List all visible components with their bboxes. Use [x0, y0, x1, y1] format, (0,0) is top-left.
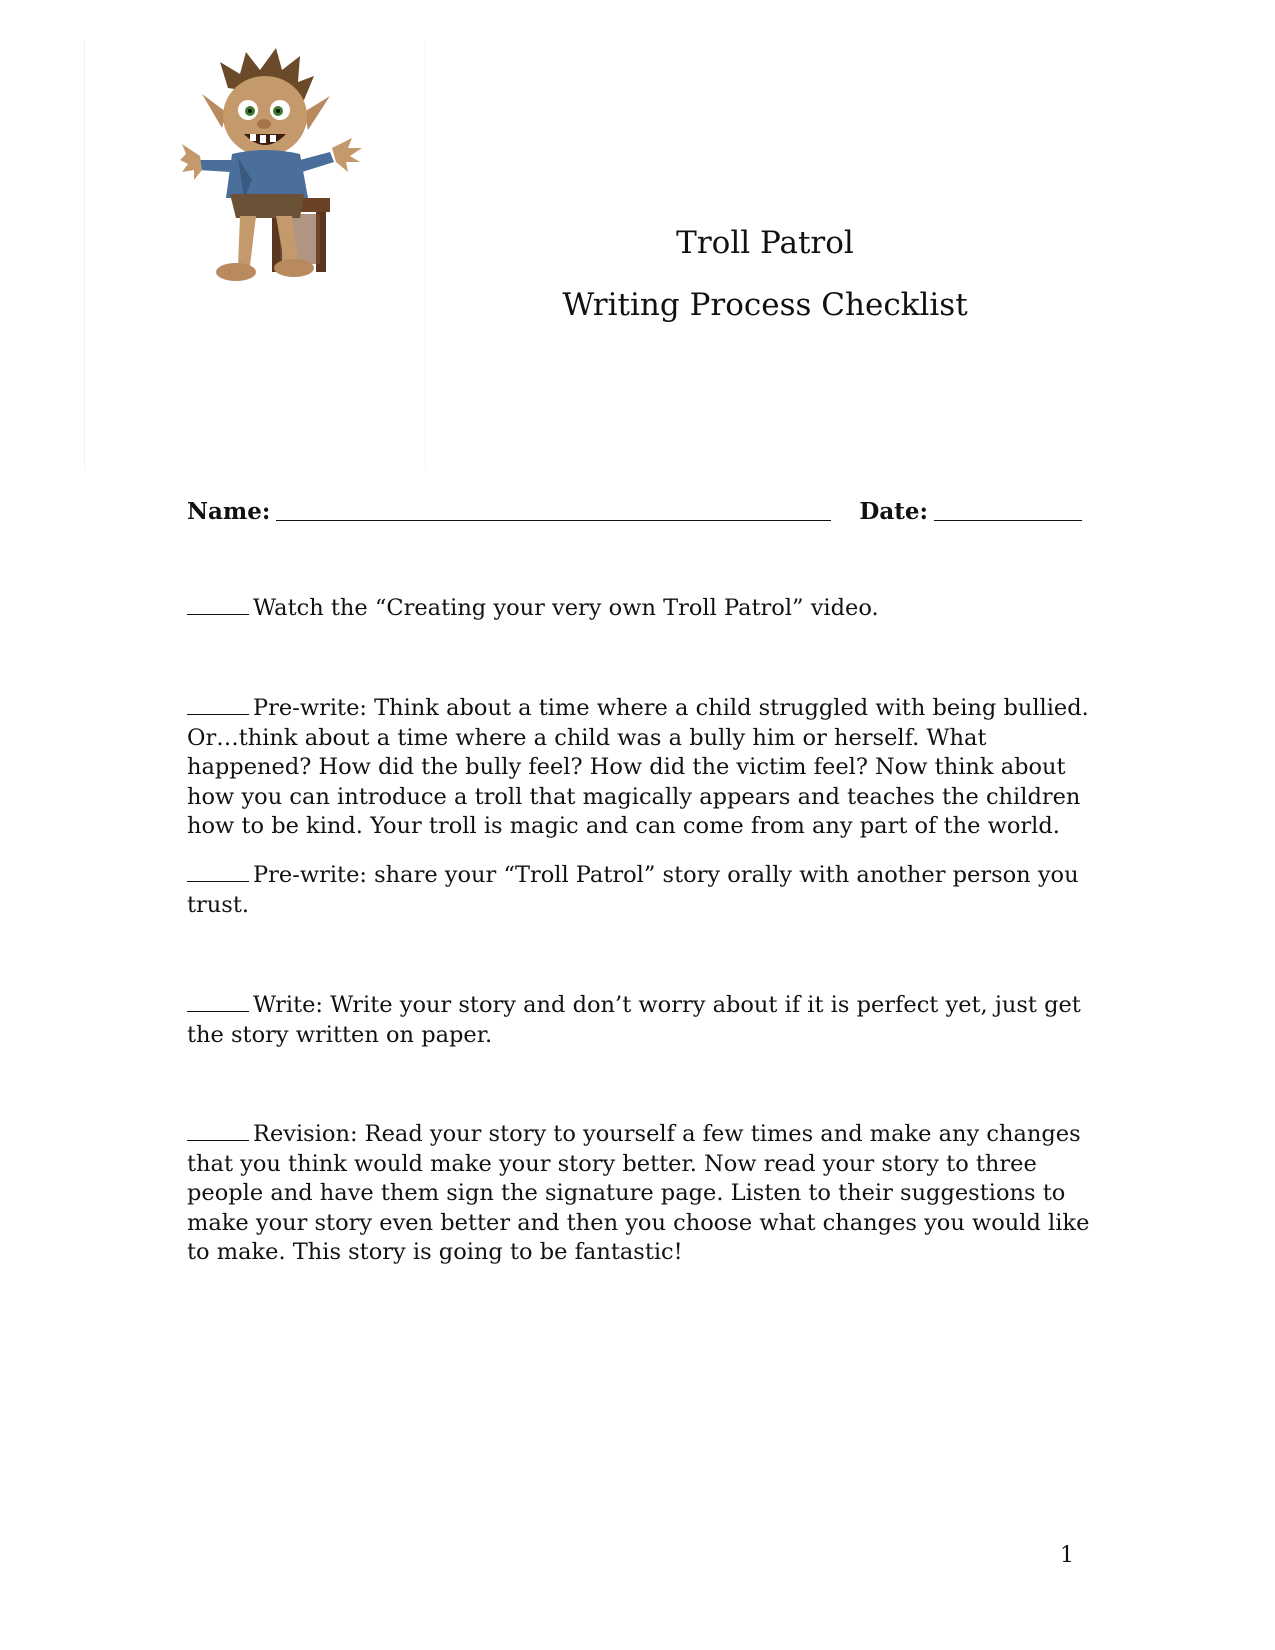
checkbox-line[interactable] [187, 1120, 249, 1141]
page-title: Troll Patrol [676, 225, 854, 261]
checkbox-line[interactable] [187, 694, 249, 715]
checklist-item [187, 1120, 1097, 1268]
checklist-item [187, 991, 1097, 1050]
name-label: Name: [187, 498, 271, 525]
name-date-fields [187, 496, 1067, 536]
checkbox-line[interactable] [187, 861, 249, 882]
name-field[interactable] [276, 496, 831, 521]
checklist-item-text: Watch the “Creating your very own Troll Patrol” video. [253, 595, 879, 621]
checklist-item [187, 594, 1097, 624]
checklist-item-text: Revision: Read your story to yourself a few times and make any changes that you think would make your story better. Now read your story to three people and have them sign the signature page. Listen to their suggestions to make your story even better and then you choose what changes you would like to make. This story is going to be fantastic! [187, 1121, 1090, 1265]
page-number: 1 [1060, 1543, 1074, 1568]
checklist-item [187, 861, 1097, 920]
date-field[interactable] [934, 496, 1082, 521]
checklist-item-text: Pre-write: Think about a time where a child struggled with being bullied. Or…think about a time where a child was a bully him or herself. What happened? How did the bully feel? How did the victim feel? Now think about how you can introduce a troll that magically appears and teaches the children how to be kind. Your troll is magic and can come from any part of the world. [187, 695, 1089, 839]
checkbox-line[interactable] [187, 594, 249, 615]
troll-illustration [180, 48, 365, 293]
checklist-item [187, 694, 1097, 842]
checklist-item-text: Pre-write: share your “Troll Patrol” story orally with another person you trust. [187, 862, 1079, 918]
checklist-item-text: Write: Write your story and don’t worry about if it is perfect yet, just get the story written on paper. [187, 992, 1081, 1048]
checkbox-line[interactable] [187, 991, 249, 1012]
page-subtitle: Writing Process Checklist [562, 287, 968, 323]
date-label: Date: [859, 498, 928, 525]
